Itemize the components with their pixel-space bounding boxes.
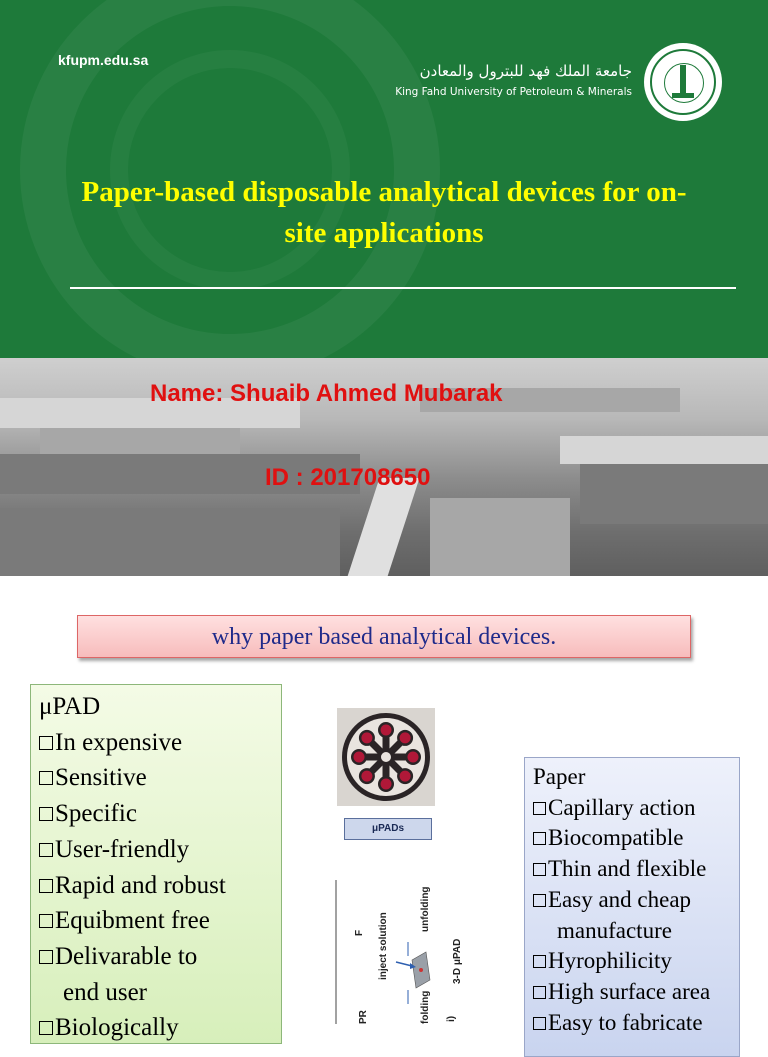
upad-disc-svg [337, 708, 435, 806]
diagram-label-3d-pad: 3-D μPAD [452, 938, 463, 984]
list-item [533, 885, 739, 916]
list-item-text: Easy to fabricate [548, 1009, 703, 1035]
upad-image-caption: μPADs [344, 818, 432, 840]
list-item-text: Equibment free [55, 907, 210, 935]
paper-heading: Paper [533, 764, 586, 789]
paper-properties-box [524, 757, 740, 1057]
list-item [533, 977, 739, 1008]
slide-title-line2: site applications [284, 217, 484, 249]
list-item [39, 832, 281, 868]
list-item [39, 939, 281, 975]
checkbox-bullet-icon [533, 986, 546, 999]
list-item-text: Capillary action [548, 794, 696, 820]
upad-features-box [30, 684, 282, 1044]
slide-title [30, 172, 738, 254]
list-item-text: Hyrophilicity [548, 948, 672, 974]
upad-heading: μPAD [39, 693, 101, 720]
list-item [533, 854, 739, 885]
upad-feature-list [39, 725, 281, 1046]
list-item-text: User-friendly [55, 835, 190, 863]
slide-title-line1: Paper-based disposable analytical devices for on- [81, 176, 687, 208]
checkbox-bullet-icon [533, 832, 546, 845]
checkbox-bullet-icon [39, 879, 53, 893]
checkbox-bullet-icon [39, 914, 53, 928]
paper-property-list [533, 793, 739, 1039]
list-item-text: High surface area [548, 978, 711, 1004]
diagram-label-pr: PR [358, 1010, 369, 1024]
folding-diagram [334, 880, 463, 1024]
list-item [39, 796, 281, 832]
list-item-continuation: manufacture [557, 917, 672, 943]
list-item-text: Biologically [55, 1014, 179, 1042]
diagram-label-paren: i) [446, 1015, 457, 1022]
list-item [533, 946, 739, 977]
checkbox-bullet-icon [533, 894, 546, 907]
title-divider [70, 287, 736, 289]
list-item-text: Sensitive [55, 764, 147, 792]
website-label: kfupm.edu.sa [58, 52, 149, 68]
list-item-text: Thin and flexible [548, 856, 707, 882]
list-item-text: Rapid and robust [55, 871, 226, 899]
list-item-text: In expensive [55, 728, 183, 756]
list-item [39, 725, 281, 761]
list-item-text: Biocompatible [548, 825, 684, 851]
list-item [39, 1010, 281, 1046]
green-header-panel [0, 0, 768, 358]
checkbox-bullet-icon [533, 1017, 546, 1030]
list-item-continuation: end user [63, 978, 147, 1006]
list-item [39, 760, 281, 796]
checkbox-bullet-icon [39, 1021, 53, 1035]
checkbox-bullet-icon [39, 950, 53, 964]
list-item-text: Easy and cheap [548, 886, 692, 912]
presenter-name: Name: Shuaib Ahmed Mubarak [150, 380, 503, 407]
checkbox-bullet-icon [39, 771, 53, 785]
slide-heading-banner: why paper based analytical devices. [77, 615, 691, 658]
university-name-arabic: جامعة الملك فهد للبترول والمعادن [419, 62, 632, 80]
list-item [39, 868, 281, 904]
list-item [533, 823, 739, 854]
list-item-text: Specific [55, 800, 137, 828]
diagram-label-folding: folding [420, 990, 431, 1024]
list-item [39, 903, 281, 939]
list-item [533, 1008, 739, 1039]
checkbox-bullet-icon [39, 736, 53, 750]
upad-disc-image [337, 708, 435, 806]
diagram-label-inject: inject solution [378, 912, 389, 980]
list-item [533, 793, 739, 824]
checkbox-bullet-icon [533, 955, 546, 968]
seal-watermark-inner [110, 50, 350, 290]
diagram-label-f: F [354, 929, 365, 936]
checkbox-bullet-icon [533, 863, 546, 876]
content-slide [0, 576, 768, 1042]
list-item-text: Delivarable to [55, 942, 198, 970]
university-name [395, 62, 632, 98]
checkbox-bullet-icon [39, 843, 53, 857]
checkbox-bullet-icon [39, 807, 53, 821]
diagram-label-unfolding: unfolding [420, 886, 431, 932]
folding-diagram-svg [334, 880, 454, 1024]
checkbox-bullet-icon [533, 802, 546, 815]
university-logo-icon [644, 43, 722, 121]
student-id: ID : 201708650 [265, 464, 431, 491]
university-name-english: King Fahd University of Petroleum & Minerals [395, 86, 632, 98]
